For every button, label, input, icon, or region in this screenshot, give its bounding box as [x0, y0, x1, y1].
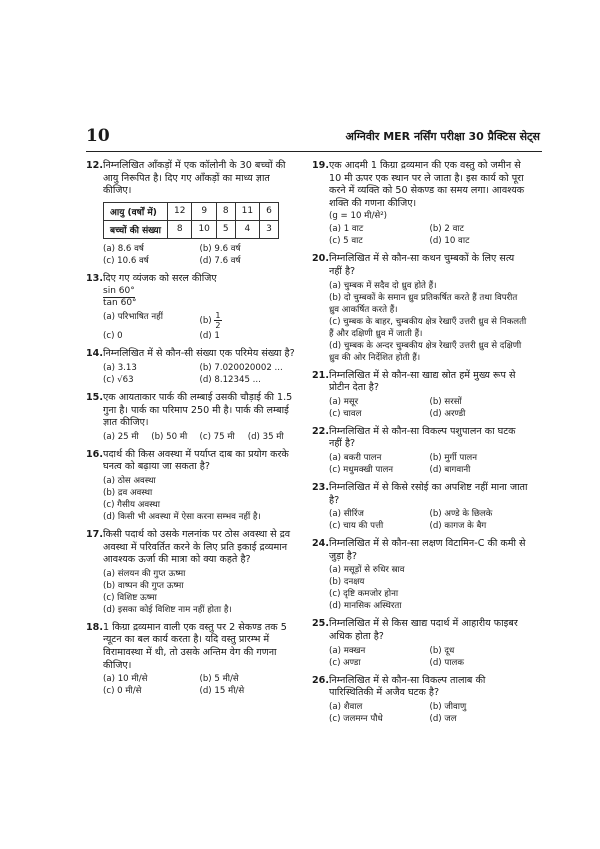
option-a: (a) संलयन की गुप्त ऊष्मा	[103, 568, 186, 579]
option-c: (c) गैसीय अवस्था	[103, 499, 160, 510]
expression-denominator: tan 60°	[103, 298, 137, 309]
options	[312, 396, 530, 420]
page-header-title: अग्निवीर MER नर्सिंग परीक्षा 30 प्रैक्टिस सेट्स	[345, 130, 540, 143]
question-number: 26.	[312, 674, 329, 686]
option-d: (d) जल	[429, 713, 457, 724]
option-c: (c) 75 मी	[199, 431, 235, 442]
option-a: (a) मक्खन	[329, 645, 366, 656]
question-text: निम्नलिखित में से किसे रसोई का अपशिष्ट नहीं माना जाता है?	[329, 481, 528, 506]
question-text: एक आदमी 1 किग्रा द्रव्यमान की एक वस्तु को जमीन से 10 मी ऊपर एक स्थान पर ले जाता है। इस कार्य को पूरा करने में व्यक्ति को 50 सेकण्ड का समय लगा। आवश्यक शक्ति की गणना कीजिए।	[329, 160, 525, 209]
question-number: 23.	[312, 481, 329, 493]
fraction-numerator: 1	[215, 311, 221, 321]
table-cell: 12	[168, 202, 192, 220]
option-b: (b) सरसों	[429, 396, 462, 407]
option-b: (b) द्रव अवस्था	[103, 487, 153, 498]
trig-expression	[86, 286, 296, 309]
question-16	[86, 449, 296, 523]
question-text: एक आयताकार पार्क की लम्बाई उसकी चौड़ाई की 1.5 गुना है। पार्क का परिमाप 250 मी है। पार्क की लम्बाई ज्ञात कीजिए।	[103, 391, 293, 429]
question-text: निम्नलिखित में से कौन-सा कथन चुम्बकों के लिए सत्य नहीं है?	[329, 253, 515, 277]
option-d: (d) चुम्बक के अन्दर चुम्बकीय क्षेत्र रेखाएँ उत्तरी ध्रुव से दक्षिणी ध्रुव की ओर निर्देशित होती हैं।	[329, 340, 522, 363]
question-text: निम्नलिखित में से कौन-सा विकल्प पशुपालन का घटक नहीं है?	[329, 425, 516, 450]
option-c: (c) 0	[103, 331, 123, 342]
given-value: (g = 10 मी/से²)	[329, 211, 388, 222]
options	[312, 452, 530, 476]
option-b: (b) 5 मी/से	[199, 674, 239, 685]
question-20	[312, 253, 530, 363]
option-a: (a) बकरी पालन	[329, 452, 382, 463]
option-b: (b) 50 मी	[151, 431, 188, 442]
options	[86, 431, 296, 443]
question-17	[86, 529, 296, 616]
question-text: निम्नलिखित में से किस खाद्य पदार्थ में आहारीय फाइबर अधिक होता है?	[329, 618, 518, 642]
option-d: (d) किसी भी अवस्था में ऐसा करना सम्भव नहीं है।	[103, 511, 261, 522]
option-d: (d) मानसिक अस्थिरता	[329, 601, 402, 612]
question-number: 25.	[312, 618, 329, 630]
option-a: (a) 8.6 वर्ष	[103, 243, 144, 254]
option-b: (b) दनक्षय	[329, 577, 365, 588]
table-cell: 9	[192, 202, 216, 220]
option-b	[200, 311, 297, 330]
question-text: निम्नलिखित में से कौन-सा खाद्य स्रोत हमें मुख्य रूप से प्रोटीन देता है?	[329, 369, 516, 394]
table-row-label: आयु (वर्षों में)	[104, 202, 168, 220]
option-b: (b) वाष्पन की गुप्त ऊष्मा	[103, 580, 184, 591]
options	[312, 645, 530, 669]
option-a: (a) चुम्बक में सदैव दो ध्रुव होते हैं।	[329, 280, 437, 291]
question-18	[86, 622, 296, 697]
option-b: (b) 2 वाट	[429, 224, 464, 235]
options	[312, 280, 530, 364]
table-cell: 3	[260, 220, 279, 238]
option-a: (a) परिभाषित नहीं	[103, 312, 163, 323]
option-b: (b) जीवाणु	[429, 701, 467, 712]
option-d: (d) पालक	[429, 657, 464, 668]
options	[86, 243, 296, 267]
option-c: (c) चुम्बक के बाहर, चुम्बकीय क्षेत्र रेखाएँ उत्तरी ध्रुव से निकलती हैं और दक्षिणी ध्रुव में जाती हैं।	[329, 316, 527, 339]
question-15	[86, 392, 296, 443]
question-text: किसी पदार्थ को उसके गलनांक पर ठोस अवस्था से द्रव अवस्था में परिवर्तित करने के लिए प्रति इकाई द्रव्यमान आवश्यक ऊर्जा की मात्रा को क्या कहते है?	[103, 528, 291, 566]
question-number: 13.	[86, 272, 103, 284]
question-number: 24.	[312, 538, 329, 550]
option-a: (a) मसूड़ों से रुधिर स्राव	[329, 565, 405, 576]
question-number: 20.	[312, 253, 329, 265]
option-a: (a) मसूर	[329, 396, 359, 407]
option-d: (d) इसका कोई विशिष्ट नाम नहीं होता है।	[103, 604, 232, 615]
question-24	[312, 538, 530, 612]
options	[86, 475, 296, 523]
option-c: (c) विशिष्ट ऊष्मा	[103, 592, 157, 603]
question-21	[312, 370, 530, 420]
option-c: (c) चावल	[329, 408, 362, 419]
option-c: (c) अण्डा	[329, 657, 361, 668]
options	[86, 311, 296, 342]
options	[86, 568, 296, 616]
question-number: 21.	[312, 369, 329, 381]
option-b: (b) दो चुम्बकों के समान ध्रुव प्रतिकर्षित करते हैं तथा विपरीत ध्रुव आकर्षित करते हैं।	[329, 292, 518, 315]
question-number: 19.	[312, 160, 329, 171]
option-d: (d) बागवानी	[429, 464, 471, 475]
options	[86, 362, 296, 386]
question-13	[86, 273, 296, 343]
question-12	[86, 160, 296, 267]
options	[312, 223, 530, 247]
option-c: (c) मधुमक्खी पालन	[329, 464, 394, 475]
option-d: (d) कागज के बैग	[429, 521, 487, 532]
question-text: निम्नलिखित आँकड़ों में एक कॉलोनी के 30 बच्चों की आयु निरूपित है। दिए गए आँकड़ों का माध्य ज्ञात कीजिए।	[103, 160, 286, 197]
question-23	[312, 482, 530, 532]
option-c: (c) 5 वाट	[329, 236, 363, 247]
option-a: (a) 1 वाट	[329, 224, 364, 235]
option-d: (d) 15 मी/से	[199, 686, 245, 697]
header-rule	[86, 151, 542, 152]
option-a: (a) ठोस अवस्था	[103, 475, 156, 486]
option-c: (c) 0 मी/से	[103, 686, 142, 697]
question-19	[312, 160, 530, 247]
option-d: (d) 35 मी	[247, 431, 284, 442]
table-cell: 4	[235, 220, 259, 238]
question-text: निम्नलिखित में से कौन-सा विकल्प तालाब की पारिस्थितिकी में अजैव घटक है?	[329, 674, 486, 699]
question-25	[312, 618, 530, 668]
expression-numerator: sin 60°	[103, 286, 135, 297]
option-a: (a) सीरिंज	[329, 509, 364, 520]
option-a: (a) 25 मी	[103, 431, 139, 442]
question-number: 14.	[86, 348, 103, 360]
option-c: (c) चाय की पत्ती	[329, 521, 384, 532]
option-d: (d) 10 वाट	[429, 236, 470, 247]
option-b-prefix: (b)	[199, 316, 212, 327]
left-column	[86, 160, 296, 703]
question-text: पदार्थ की किस अवस्था में पर्याप्त दाब का प्रयोग करके घनत्व को बढ़ाया जा सकता है?	[103, 448, 289, 473]
table-cell: 8	[168, 220, 192, 238]
option-a: (a) शैवाल	[329, 701, 363, 712]
option-b: (b) 9.6 वर्ष	[199, 243, 241, 254]
option-a: (a) 10 मी/से	[103, 674, 148, 685]
option-d: (d) 1	[199, 331, 220, 342]
option-c: (c) दृष्टि कमजोर होना	[329, 589, 399, 600]
question-number: 18.	[86, 621, 103, 633]
option-c: (c) √63	[103, 374, 134, 385]
table-cell: 11	[235, 202, 259, 220]
table-cell: 10	[192, 220, 216, 238]
table-cell: 6	[260, 202, 279, 220]
option-d: (d) 8.12345 ...	[199, 374, 261, 385]
question-text: 1 किग्रा द्रव्यमान वाली एक वस्तु पर 2 सेकण्ड तक 5 न्यूटन का बल कार्य करता है। यदि वस्तु प्रारम्भ में विरामावस्था में थी, तो उसके अन्तिम वेग की गणना कीजिए।	[103, 621, 287, 671]
question-number: 16.	[86, 448, 103, 460]
options	[312, 564, 530, 612]
question-text: दिए गए व्यंजक को सरल कीजिए	[103, 272, 217, 284]
question-text: निम्नलिखित में से कौन-सा लक्षण विटामिन-C की कमी से जुड़ा है?	[329, 538, 526, 562]
option-b: (b) मुर्गी पालन	[429, 452, 478, 463]
option-c: (c) 10.6 वर्ष	[103, 255, 149, 266]
options	[312, 508, 530, 532]
question-text: निम्नलिखित में से कौन-सी संख्या एक परिमेय संख्या है?	[103, 348, 295, 360]
option-d: (d) 7.6 वर्ष	[199, 255, 241, 266]
option-c: (c) जलमग्न पौधे	[329, 713, 383, 724]
table-row-label: बच्चों की संख्या	[104, 220, 168, 238]
age-table	[103, 202, 279, 239]
table-cell: 5	[216, 220, 235, 238]
option-b: (b) 7.020020002 ...	[199, 362, 283, 373]
question-22	[312, 426, 530, 476]
options	[312, 701, 530, 725]
option-d: (d) अरण्डी	[429, 408, 466, 419]
option-a: (a) 3.13	[103, 362, 137, 373]
option-b: (b) दूध	[429, 645, 455, 656]
table-cell: 8	[216, 202, 235, 220]
fraction	[214, 311, 221, 330]
option-b: (b) अण्डे के छिलके	[429, 509, 493, 520]
question-26	[312, 675, 530, 725]
question-14	[86, 348, 296, 386]
question-number: 17.	[86, 528, 103, 540]
page-number: 10	[86, 126, 110, 146]
question-number: 12.	[86, 160, 103, 171]
options	[86, 673, 296, 697]
fraction-denominator: 2	[215, 321, 221, 331]
right-column	[312, 160, 530, 731]
question-number: 22.	[312, 425, 329, 437]
question-number: 15.	[86, 391, 103, 403]
